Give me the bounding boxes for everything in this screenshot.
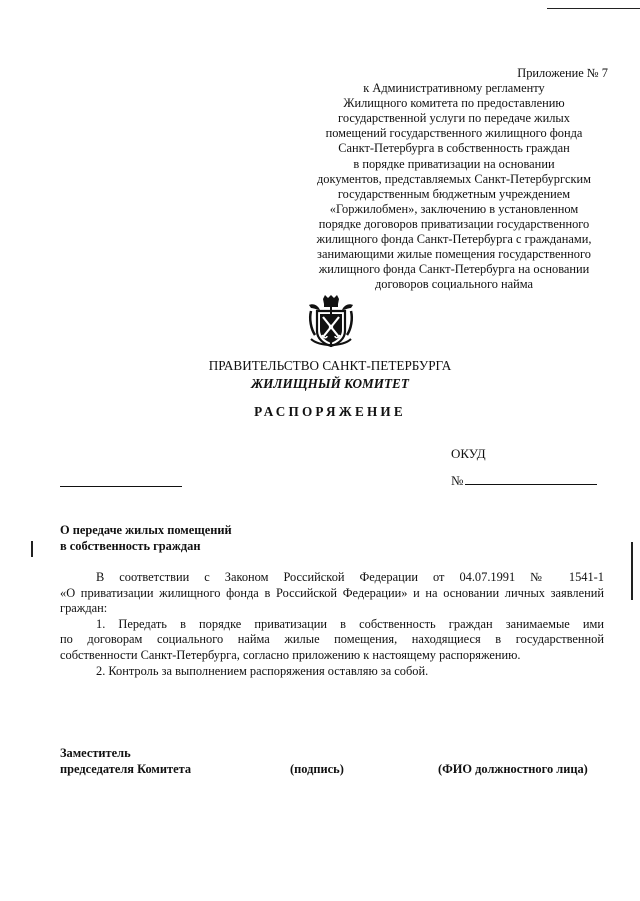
committee-title: ЖИЛИЩНЫЙ КОМИТЕТ xyxy=(251,376,409,391)
appendix-line: занимающими жилые помещения государственного xyxy=(317,247,591,262)
scan-mark-left xyxy=(31,541,33,557)
appendix-line: Жилищного комитета по предоставлению xyxy=(343,96,565,111)
body-paragraph-3: 2. Контроль за выполнением распоряжения оставляю за собой. xyxy=(96,663,429,678)
appendix-line: Санкт-Петербурга в собственность граждан xyxy=(338,141,570,156)
appendix-line: порядке договоров приватизации государственного xyxy=(318,216,590,231)
appendix-line: жилищного фонда Санкт-Петербурга с гражданами, xyxy=(316,232,592,247)
okud-label: ОКУД xyxy=(451,446,486,461)
appendix-line: государственным бюджетным учреждением xyxy=(337,186,571,201)
document-subject xyxy=(60,522,232,554)
body-paragraph-1-line: граждан: xyxy=(60,601,108,616)
body-paragraph-1-line: В соответствии с Законом Российской Федерации от 04.07.1991 № 1541-1 xyxy=(96,570,604,584)
government-title: ПРАВИТЕЛЬСТВО САНКТ-ПЕТЕРБУРГА xyxy=(208,358,452,373)
appendix-line: «Горжилобмен», заключению в установленном xyxy=(329,201,579,216)
appendix-line: жилищного фонда Санкт-Петербурга на основании xyxy=(318,262,590,277)
subject-line-2: в собственность граждан xyxy=(60,539,201,553)
number-blank-line xyxy=(465,472,597,485)
body-paragraph-2-line: 1. Передать в порядке приватизации в собственность граждан занимаемые ими xyxy=(96,616,604,631)
document-type-title: РАСПОРЯЖЕНИЕ xyxy=(254,404,406,419)
date-blank-line xyxy=(60,486,182,487)
scan-mark-right xyxy=(631,542,633,600)
appendix-line: Приложение № 7 xyxy=(517,66,608,80)
document-number-field xyxy=(451,472,597,489)
signature-placeholder: (подпись) xyxy=(290,762,344,776)
appendix-line: помещений государственного жилищного фонда xyxy=(325,126,583,141)
appendix-line: в порядке приватизации на основании xyxy=(353,156,555,171)
scan-mark-top xyxy=(547,8,640,9)
appendix-line: договоров социального найма xyxy=(374,277,534,292)
appendix-line: документов, представляемых Санкт-Петербургским xyxy=(316,171,592,186)
document-body xyxy=(60,570,604,679)
coat-of-arms-icon xyxy=(305,295,357,349)
appendix-block xyxy=(300,66,608,292)
signatory-position xyxy=(60,746,191,777)
appendix-line: государственной услуги по передаче жилых xyxy=(338,111,570,126)
signatory-position-line-2: председателя Комитета xyxy=(60,761,192,776)
body-paragraph-2-line: собственности Санкт-Петербурга, согласно приложению к настоящему распоряжению. xyxy=(60,647,521,662)
subject-line-1: О передаче жилых помещений xyxy=(60,523,232,537)
body-paragraph-1-line: «О приватизации жилищного фонда в Российской Федерации» и на основании личных заявлений xyxy=(60,585,604,600)
appendix-line: к Административному регламенту xyxy=(363,81,545,96)
official-name-placeholder: (ФИО должностного лица) xyxy=(438,762,588,776)
number-label: № xyxy=(451,473,464,488)
body-paragraph-2-line: по договорам социального найма жилые помещения, находящиеся в государственной xyxy=(60,632,604,647)
signatory-position-line-1: Заместитель xyxy=(60,746,131,760)
